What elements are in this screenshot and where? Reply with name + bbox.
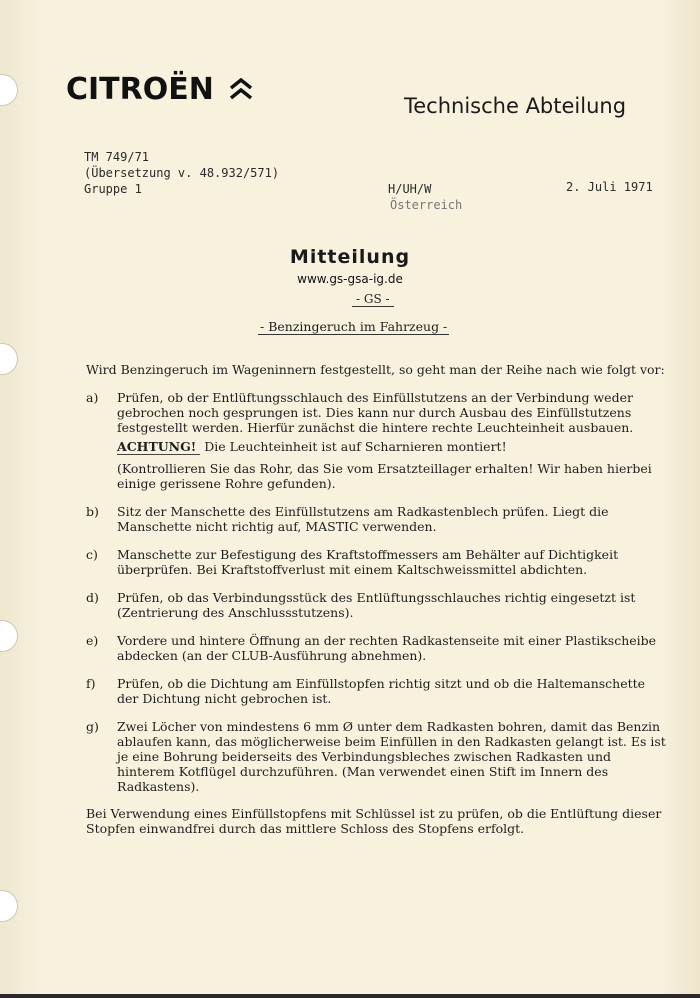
document-date: 2. Juli 1971 [566,180,653,194]
list-item [86,633,668,663]
item-letter: b) [86,504,99,519]
closing-paragraph: Bei Verwendung eines Einfüllstopfens mit Schlüssel ist zu prüfen, ob die Entlüftung dieser Stopfen einwandfrei durch das mittlere Schloss des Stopfens erfolgt. [86,806,662,836]
warning-label: ACHTUNG! [117,439,200,455]
intro-paragraph: Wird Benzingeruch im Wageninnern festgestellt, so geht man der Reihe nach wie folgt vor: [86,362,665,377]
item-letter: c) [86,547,98,562]
item-text: Zwei Löcher von mindestens 6 mm Ø unter dem Radkasten bohren, damit das Benzin ablaufen kann, das möglicherweise beim Einfüllen in den Radkasten gelangt ist. Es ist je eine Bohrung beiderseits des Verbindungsbleches zwischen Radkasten und hinterem Kotflügel durchzuführen. (Man verwendet einen Stift im Innern des Radkastens). [117,719,666,794]
translation-reference: (Übersetzung v. 48.932/571) [84,166,280,180]
list-item [86,547,668,577]
item-text: Vordere und hintere Öffnung an der rechten Radkastenseite mit einer Plastikscheibe abdecken (an der CLUB-Ausführung abnehmen). [117,633,657,663]
list-item [86,590,668,620]
item-letter: a) [86,390,99,405]
item-letter: f) [86,676,96,691]
item-letter: g) [86,719,99,734]
item-letter: d) [86,590,99,605]
item-text: Sitz der Manschette des Einfüllstutzens am Radkastenblech prüfen. Liegt die Manschette nicht richtig auf, MASTIC verwenden. [117,504,609,534]
scan-edge [0,994,700,998]
citroen-chevron-icon [229,78,253,102]
reference-code: H/UH/W [388,182,432,196]
subject-line: - Benzingeruch im Fahrzeug - [260,319,448,334]
tm-number: TM 749/71 [84,150,150,164]
list-item [86,390,668,491]
model-designation: - GS - [352,292,394,307]
item-text: Manschette zur Befestigung des Kraftstoffmessers am Behälter auf Dichtigkeit überprüfen. Bei Kraftstoffverlust mit einem Kaltschweissmittel abdichten. [117,547,619,577]
warning-text: Die Leuchteinheit ist auf Scharnieren montiert! [204,439,507,454]
item-text: Prüfen, ob der Entlüftungsschlauch des Einfüllstutzens an der Verbindung weder gebrochen noch gesprungen ist. Dies kann nur durch Ausbau des Einfüllstutzens festgestellt werden. Hierfür zunächst die hintere rechte Leuchteinheit ausbauen. [117,390,634,435]
item-letter: e) [86,633,99,648]
brand-logo-text: CITROËN [66,72,214,107]
department-heading: Technische Abteilung [404,94,627,118]
list-item [86,719,668,794]
document-body [86,362,668,836]
country-label: Österreich [390,198,463,212]
list-item [86,676,668,706]
item-text: Prüfen, ob die Dichtung am Einfüllstopfen richtig sitzt und ob die Haltemanschette der Dichtung nicht gebrochen ist. [117,676,646,706]
group-label: Gruppe 1 [84,182,142,196]
item-text: Prüfen, ob das Verbindungsstück des Entlüftungsschlauches richtig eingesetzt ist (Zentrierung des Anschlussstutzens). [117,590,636,620]
document-title: Mitteilung [289,246,411,268]
warning-line [117,439,668,454]
website-stamp: www.gs-gsa-ig.de [297,272,403,286]
item-content [117,390,668,491]
item-note: (Kontrollieren Sie das Rohr, das Sie vom Ersatzteillager erhalten! Wir haben hierbei einige gerissene Rohre gefunden). [117,461,652,491]
list-item [86,504,668,534]
